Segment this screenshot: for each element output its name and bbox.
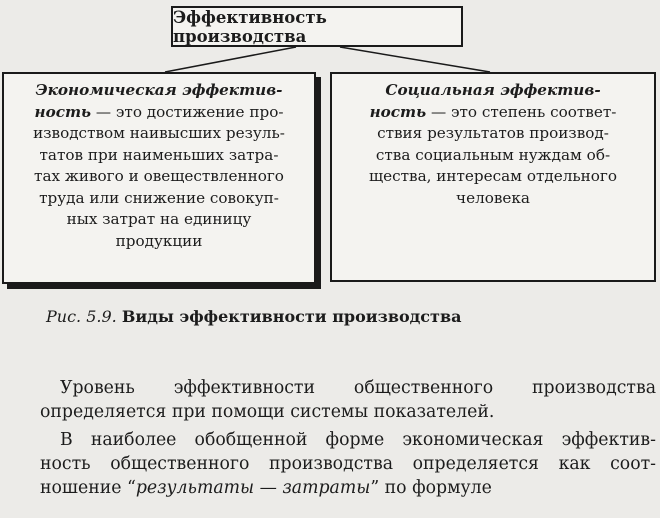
root-node <box>171 6 463 47</box>
figure-title: Виды эффективности производства <box>121 307 462 326</box>
social-def-start: — это степень соответ- <box>426 102 617 121</box>
economic-def-line1 <box>14 102 304 124</box>
social-def-line1 <box>342 102 644 124</box>
economic-def-line7: продукции <box>115 231 203 250</box>
formula-term: результаты — затраты <box>135 478 371 498</box>
social-def-line5: человека <box>456 188 530 207</box>
formula-outro: ” по формуле <box>370 478 492 498</box>
root-node-label: Эффективность производства <box>173 7 327 46</box>
economic-def-line2: изводством наивысших резуль- <box>33 124 285 142</box>
economic-def-start: — это достижение про- <box>91 102 284 121</box>
social-term-part2: ность <box>369 102 427 121</box>
social-term-line1 <box>342 80 644 102</box>
social-def-line4: щества, интересам отдельного <box>369 167 617 185</box>
paragraph2-line1: В наиболее обобщенной форме экономическая эффектив- <box>60 430 656 450</box>
formula-intro: ношение “ <box>40 478 136 498</box>
economic-term-line1 <box>14 80 304 102</box>
economic-term-part2: ность <box>34 102 92 121</box>
figure-caption <box>46 307 461 326</box>
paragraph2-line3 <box>40 477 656 500</box>
figure-label: Рис. 5.9. <box>46 307 117 326</box>
economic-def-line3: татов при наименьших затра- <box>39 145 279 164</box>
social-efficiency-node <box>330 72 656 282</box>
economic-def-line6: ных затрат на единицу <box>66 210 252 228</box>
paragraph1-line2: определяется при помощи системы показателей. <box>40 402 495 422</box>
economic-term-part1: Экономическая эффектив- <box>35 81 283 99</box>
social-def-line2: ствия результатов производ- <box>377 124 609 142</box>
connector-right <box>340 47 490 72</box>
paragraph2-line2: ность общественного производства определяется как соот- <box>40 454 656 474</box>
social-def-line3: ства социальным нуждам об- <box>375 145 611 164</box>
paragraph1-line1: Уровень эффективности общественного производства <box>60 378 656 398</box>
economic-efficiency-node <box>2 72 316 284</box>
economic-def-line5: труда или снижение совокуп- <box>39 188 279 207</box>
social-term-part1: Социальная эффектив- <box>385 81 601 99</box>
economic-def-line4: тах живого и овеществленного <box>34 167 284 185</box>
connector-left <box>165 47 296 72</box>
